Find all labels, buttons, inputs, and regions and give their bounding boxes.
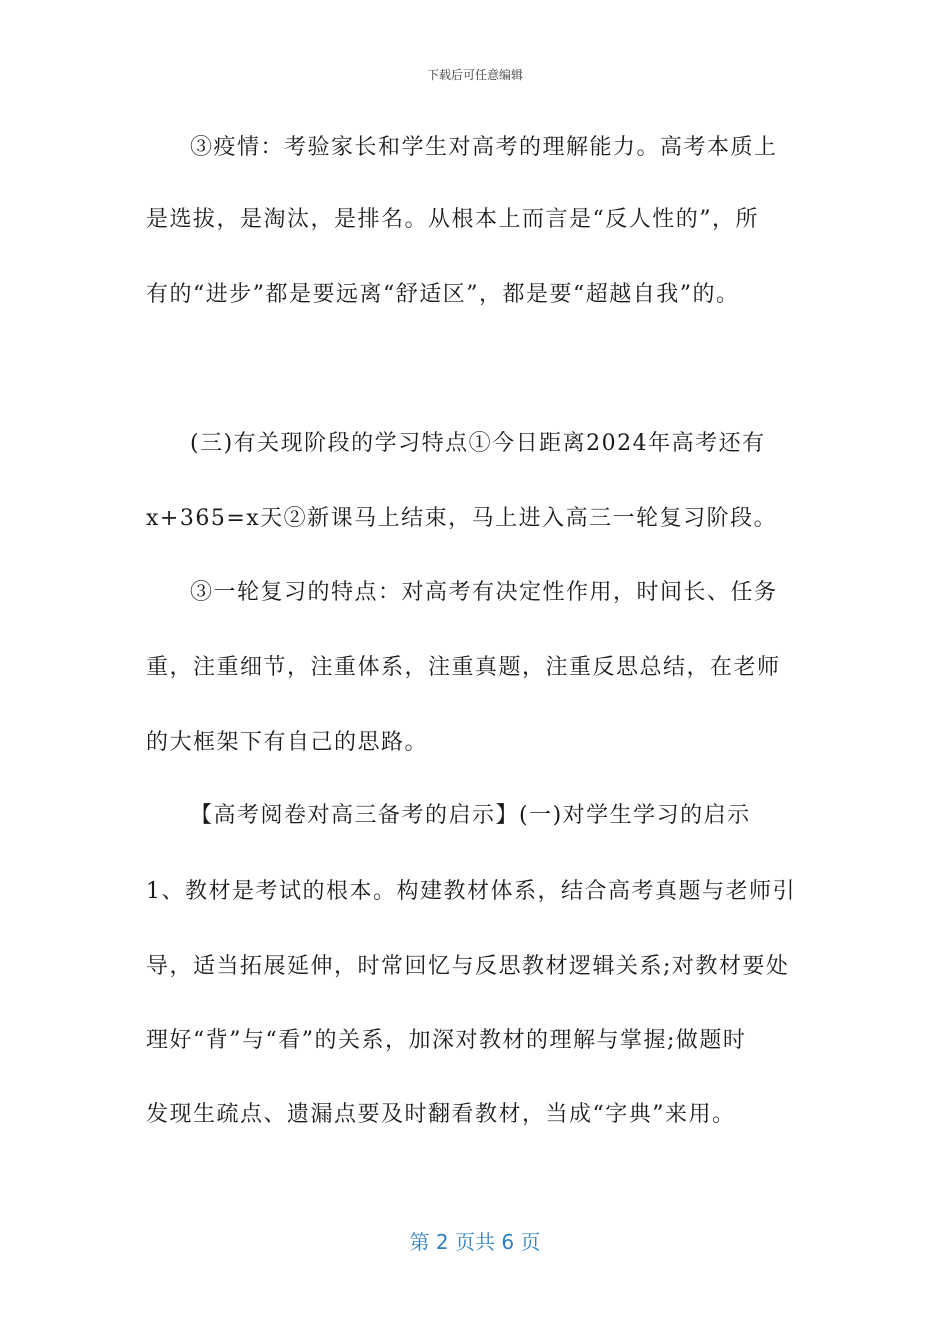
paragraph-line: 重，注重细节，注重体系，注重真题，注重反思总结，在老师 (146, 655, 781, 680)
paragraph-line: ③一轮复习的特点：对高考有决定性作用，时间长、任务 (190, 580, 778, 605)
paragraph-line: 发现生疏点、遗漏点要及时翻看教材，当成“字典”来用。 (146, 1102, 736, 1127)
paragraph-line: ③疫情：考验家长和学生对高考的理解能力。高考本质上 (190, 135, 778, 160)
paragraph-line: x+365=x天②新课马上结束，马上进入高三一轮复习阶段。 (146, 506, 778, 531)
paragraph-line: 理好“背”与“看”的关系，加深对教材的理解与掌握;做题时 (146, 1028, 747, 1053)
paragraph-line: 有的“进步”都是要远离“舒适区”，都是要“超越自我”的。 (146, 282, 740, 307)
page-number-label: 第 2 页共 6 页 (409, 1230, 541, 1254)
page-number-footer (0, 1226, 950, 1255)
paragraph-line: 导，适当拓展延伸，时常回忆与反思教材逻辑关系;对教材要处 (146, 954, 790, 979)
paragraph-line: 是选拔，是淘汰，是排名。从根本上而言是“反人性的”，所 (146, 207, 759, 232)
header-note: 下载后可任意编辑 (426, 68, 523, 82)
paragraph-line: 的大框架下有自己的思路。 (146, 730, 429, 755)
paragraph-line: 【高考阅卷对高三备考的启示】(一)对学生学习的启示 (190, 803, 751, 828)
paragraph-line: 1、教材是考试的根本。构建教材体系，结合高考真题与老师引 (146, 879, 796, 904)
paragraph-line: (三)有关现阶段的学习特点①今日距离2024年高考还有 (190, 431, 766, 456)
